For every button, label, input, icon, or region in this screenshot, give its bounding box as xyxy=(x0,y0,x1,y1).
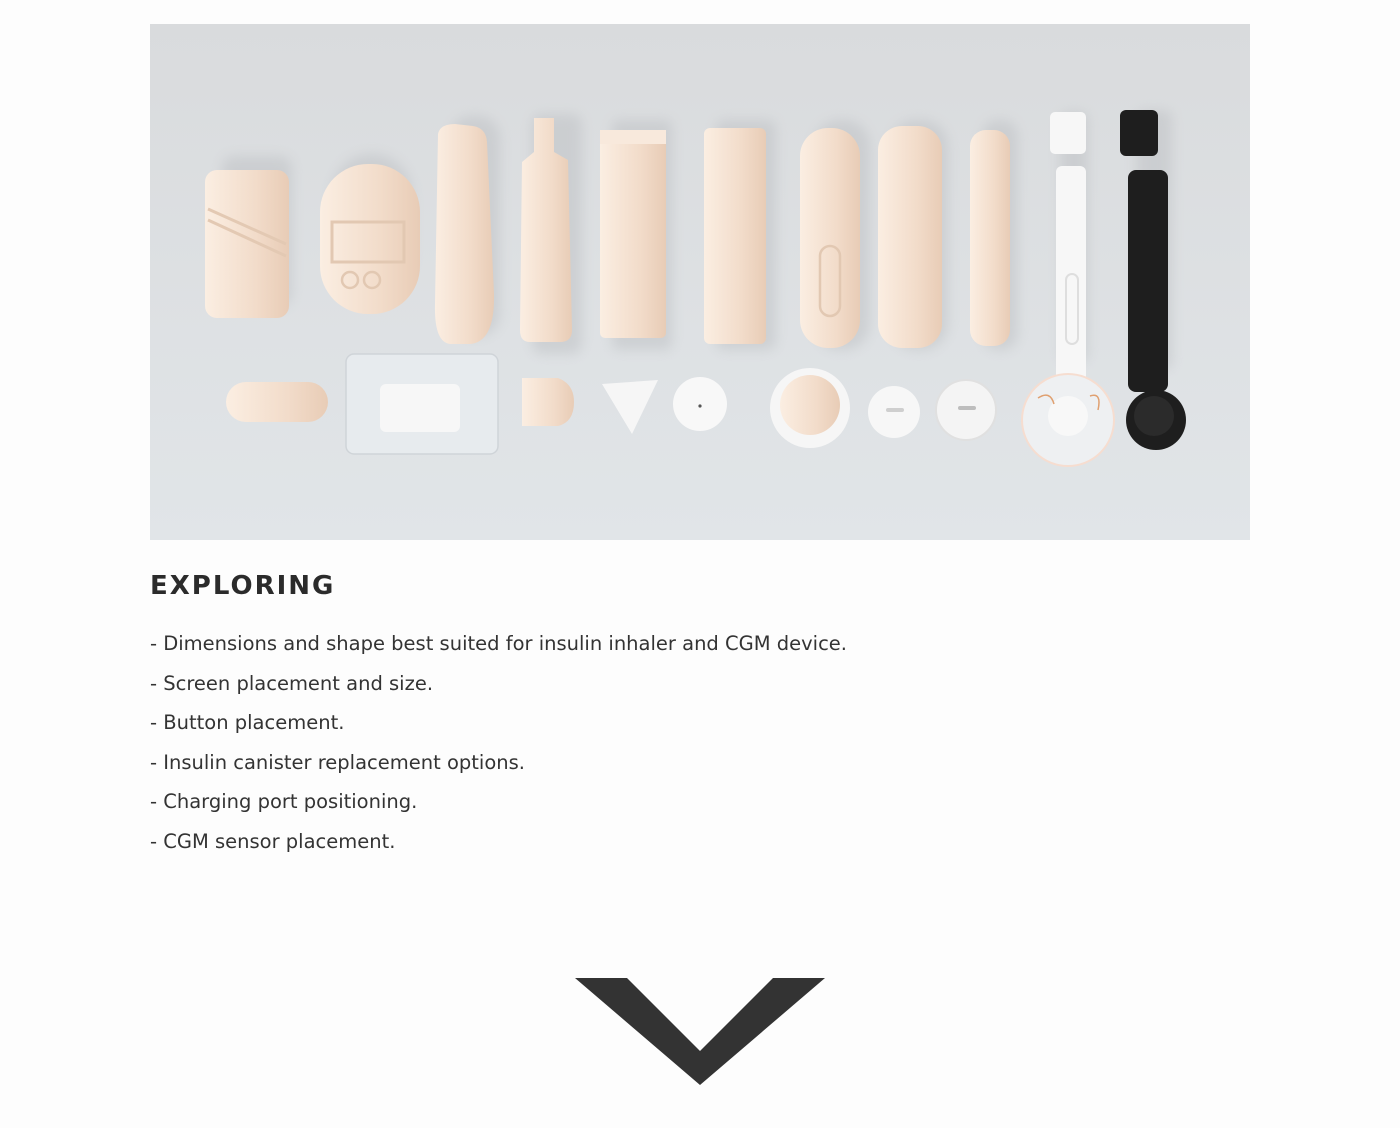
list-item: - Screen placement and size. xyxy=(150,671,434,695)
list-item: - Button placement. xyxy=(150,711,345,735)
list-item: - Insulin canister replacement options. xyxy=(150,750,525,774)
list-item: - Charging port positioning. xyxy=(150,790,418,814)
prototype-photo xyxy=(150,24,1250,540)
exploring-list xyxy=(150,624,847,862)
list-item: - CGM sensor placement. xyxy=(150,829,396,853)
section-title: EXPLORING xyxy=(150,571,336,601)
chevron-down-icon[interactable] xyxy=(575,978,825,1086)
list-item: - Dimensions and shape best suited for insulin inhaler and CGM device. xyxy=(150,632,848,655)
